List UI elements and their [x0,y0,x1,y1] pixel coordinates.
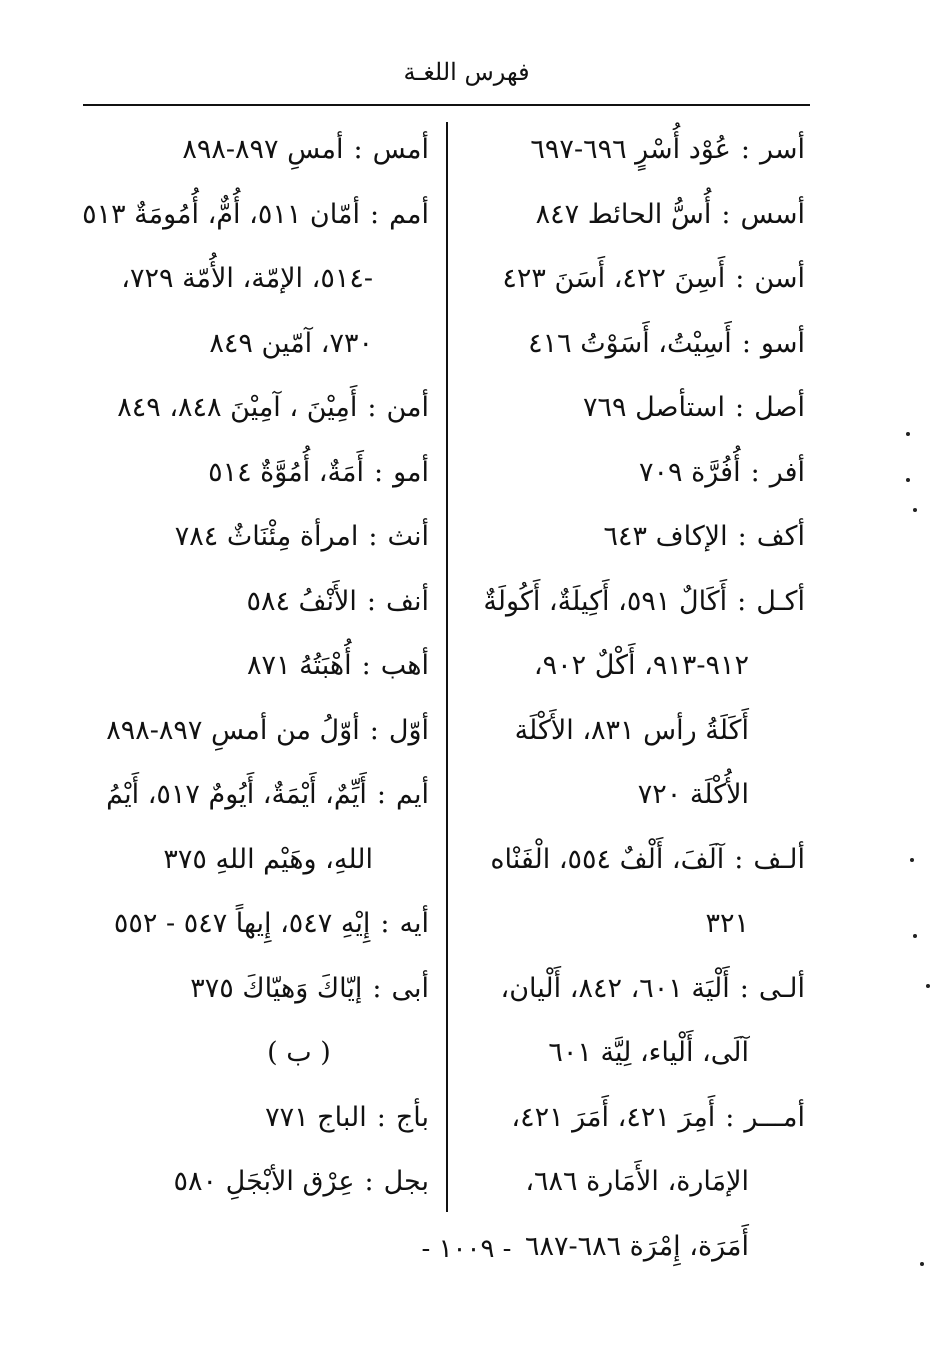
index-entry [79,1086,429,1151]
entry-continuation: الإمَارة، الأَمَارة ٦٨٦، [525,1166,749,1197]
index-entry [475,312,805,377]
entry-text: أَكَالٌ ٥٩١، أَكِيلَةٌ، أَكُولَةٌ [483,585,728,617]
index-entry [475,376,805,441]
entry-separator: : [739,972,749,1004]
entry-separator: : [366,585,377,617]
entry-text: امرأة مِئْنَاثٌ ٧٨٤ [174,521,359,552]
entry-separator: : [376,1101,386,1133]
index-entry [475,957,805,1086]
entry-text: أَسِنَ ٤٢٢، أَسَنَ ٤٢٣ [502,263,726,294]
page-title: فهرس اللغـة [403,58,530,86]
entry-root: أيم [396,779,429,810]
entry-root: أوّل [388,714,429,746]
scan-speck [913,508,917,512]
entry-separator: : [734,843,744,875]
entry-text: أَمِيْنَ ، آمِيْنَ ٨٤٨، ٨٤٩ [117,392,358,423]
entry-text: الإكاف ٦٤٣ [603,521,728,552]
entry-text: استأصل ٧٦٩ [583,392,725,423]
index-entry [475,505,805,570]
entry-separator: : [368,521,378,552]
index-entry [475,828,805,957]
entry-root: أصل [754,392,805,423]
entry-text: أمسِ ٨٩٧-٨٩٨ [182,134,344,165]
entry-separator: : [367,392,377,423]
entry-root: أمو [393,456,429,488]
entry-separator: : [364,1166,374,1197]
entry-separator: : [353,134,363,165]
entry-root: بجل [383,1166,429,1197]
index-entry [79,1150,429,1215]
entry-root: أسن [754,263,805,294]
entry-separator: : [721,198,731,230]
entry-separator: : [737,585,747,617]
entry-root: بأج [395,1101,429,1133]
entry-separator: : [361,650,371,681]
entry-text: عِرْق الأبْجَلِ ٥٨٠ [173,1166,355,1197]
scan-speck [920,1262,924,1266]
entry-root: ألـى [758,972,805,1004]
entry-separator: : [725,1101,735,1133]
entry-text: أَمِرَ ٤٢١، أَمَرَ ٤٢١، [511,1101,716,1133]
index-entry [79,183,429,377]
entry-text: إيّاكَ وَهيّاكَ ٣٧٥ [190,972,363,1004]
entry-root: أمس [372,134,429,165]
index-entry [475,183,805,248]
index-entry [79,570,429,635]
index-entry [79,634,429,699]
entry-separator: : [369,714,379,746]
entry-text: أُهْبَتُهُ ٨٧١ [247,650,352,681]
index-entry [79,505,429,570]
entry-continuation: الأُكْلَة ٧٢٠ [637,779,749,810]
entry-text: أَيِّمٌ، أَيْمَةٌ، أَيُومٌ ٥١٧، أَيْمُ [106,779,367,810]
entry-separator: : [369,198,380,230]
entry-root: أكـل [756,585,805,617]
entry-root: أهب [380,650,429,681]
page-number: - ١٠٠٩ - [421,1234,512,1264]
entry-continuation: ٣٢١ [705,908,749,939]
index-entry [475,247,805,312]
entry-separator: : [737,521,747,552]
scan-speck [906,478,910,482]
entry-continuation: أَمَرَة، إِمْرَة ٦٨٦-٦٨٧ [524,1230,749,1262]
entry-text: الباج ٧٧١ [265,1101,367,1133]
entry-root: أبى [391,972,429,1004]
entry-text: أوّلُ من أمسِ ٨٩٧-٨٩٨ [106,714,360,746]
index-entry [79,892,429,957]
scan-speck [926,984,930,988]
index-entry [79,118,429,183]
scan-speck [906,432,910,436]
entry-root: أنف [386,585,429,617]
left-column [79,118,429,1215]
header-rule [83,104,810,106]
entry-root: أمـــر [744,1101,805,1133]
index-entry [475,441,805,506]
entry-root: أسو [760,327,805,359]
section-heading: ( ب ) [267,1037,331,1068]
index-entry [475,118,805,183]
entry-separator: : [750,456,760,488]
column-divider [446,122,448,1212]
entry-text: أَمَةٌ، أُمُوَّةٌ ٥١٤ [208,456,364,488]
entry-text: عُوْد أُسْرٍ ٦٩٦-٦٩٧ [530,134,731,165]
entry-text: أَلْيَة ٦٠١، ٨٤٢، أَلْيان، [500,972,730,1004]
entry-root: أمم [389,198,429,230]
entry-separator: : [735,392,745,423]
index-entry [79,763,429,892]
index-entry [79,699,429,764]
entry-continuation: أَكَلَةُ رأس ٨٣١، الأَكْلَة [514,714,749,746]
entry-root: أكف [756,521,805,552]
entry-root: أمن [386,392,429,423]
entry-text: آلَفَ، أَلْفٌ ٥٥٤، الْفَنْاه [490,843,725,875]
entry-continuation: اللهِ، وهَيْم اللهِ ٣٧٥ [163,843,373,875]
entry-text: أمّان ٥١١، أُمٌّ، أُمُومَةٌ ٥١٣ [82,198,360,230]
entry-root: أفر [769,456,805,488]
entry-text: إِيْهِ ٥٤٧، إِيهاً ٥٤٧ - ٥٥٢ [113,908,371,939]
entry-separator: : [380,908,390,939]
entry-root: أسس [740,198,805,230]
index-entry [475,570,805,828]
entry-text: أَسِيْتُ، أَسَوْتُ ٤١٦ [528,327,732,359]
scan-speck [910,858,914,862]
entry-root: ألـف [753,843,805,875]
entry-separator: : [376,779,386,810]
entry-continuation: ٩١٢-٩١٣، أَكْلٌ ٩٠٢، [533,650,749,681]
entry-separator: : [741,327,751,359]
entry-separator: : [372,972,382,1004]
entry-continuation: -٥١٤، الإمّة، الأُمّة ٧٢٩، [121,263,373,294]
scan-speck [913,934,917,938]
entry-continuation: ٧٣٠، آمّين ٨٤٩ [209,327,373,359]
entry-root: أنث [387,521,429,552]
entry-separator: : [740,134,750,165]
entry-separator: : [735,263,745,294]
entry-root: أسر [759,134,805,165]
entry-text: الأَنْفُ ٥٨٤ [246,585,357,617]
entry-separator: : [373,456,384,488]
entry-continuation: آلَى، أَلْياء، لِيَّة ٦٠١ [548,1037,749,1068]
index-entry [79,957,429,1022]
right-column [475,118,805,1279]
index-entry [79,376,429,441]
entry-text: أُفُرَّة ٧٠٩ [639,456,741,488]
index-entry [79,441,429,506]
entry-root: أيه [399,908,429,939]
entry-text: أُسُّ الحائط ٨٤٧ [535,198,712,230]
